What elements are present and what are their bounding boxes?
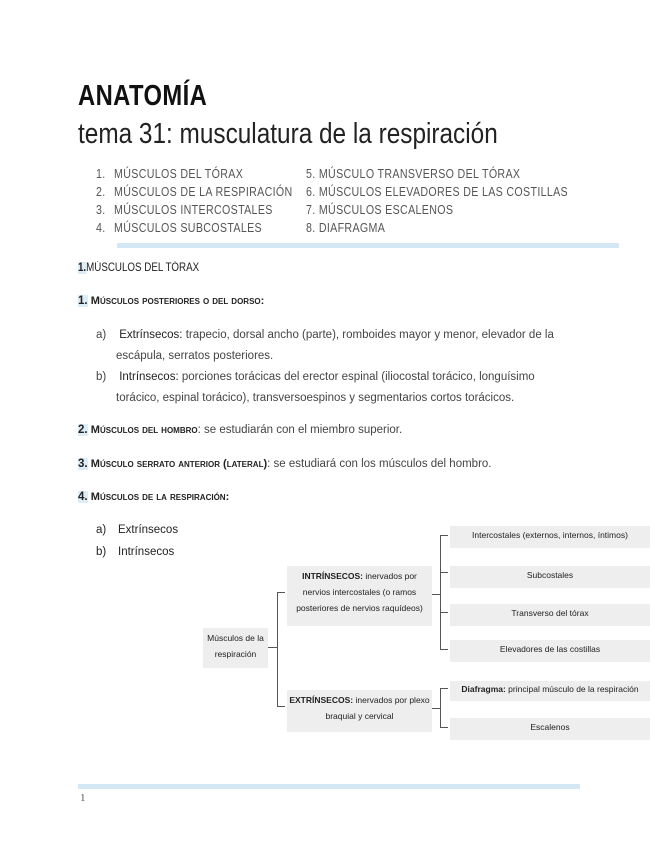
diagram-leaf-node: Elevadores de las costillas	[450, 640, 650, 662]
toc-right-column	[306, 166, 568, 238]
subsection-paragraph: 3. Músculo serrato anterior (lateral): se estudiará con los músculos del hombro.	[78, 458, 492, 470]
toc-item: 6. MÚSCULOS ELEVADORES DE LAS COSTILLAS	[306, 184, 569, 199]
bracket-line	[440, 535, 448, 536]
list-item: a) Extrínsecos	[96, 524, 179, 536]
toc-item: 1. MÚSCULOS DEL TÓRAX	[96, 166, 244, 181]
document-subtitle: tema 31: musculatura de la respiración	[78, 118, 498, 150]
bracket-line	[432, 594, 440, 595]
bracket-line	[440, 727, 448, 728]
header-divider	[117, 243, 619, 248]
list-item: b) Intrínsecos	[96, 546, 175, 558]
toc-left-column	[96, 166, 293, 238]
document-title: ANATOMÍA	[78, 80, 208, 112]
diagram-leaf-node: Subcostales	[450, 566, 650, 588]
bracket-line	[440, 688, 448, 689]
toc-item: 5. MÚSCULO TRANSVERSO DEL TÓRAX	[306, 166, 521, 181]
diagram-leaf-node: Diafragma: principal músculo de la respiración	[450, 681, 650, 701]
toc-item: 8. DIAFRAGMA	[306, 220, 386, 235]
bracket-line	[268, 647, 277, 648]
footer-divider	[78, 784, 580, 789]
bracket-line	[432, 708, 440, 709]
bracket-line	[440, 535, 441, 650]
diagram-root-node: Músculos de la respiración	[203, 628, 268, 668]
diagram-leaf-node: Intercostales (externos, internos, íntimos)	[450, 526, 650, 548]
toc-item: 4. MÚSCULOS SUBCOSTALES	[96, 220, 262, 235]
list-item: a) Extrínsecos: trapecio, dorsal ancho (parte), romboides mayor y menor, elevador de la escápula, serratos posteriores.	[96, 329, 554, 362]
bracket-line	[440, 572, 448, 573]
bracket-line	[277, 592, 278, 707]
page-number: 1	[80, 792, 86, 804]
bracket-line	[277, 706, 285, 707]
toc-item: 2. MÚSCULOS DE LA RESPIRACIÓN	[96, 184, 293, 199]
subsection-paragraph: 2. Músculos del hombro: se estudiarán con el miembro superior.	[78, 424, 403, 436]
list-item: b) Intrínsecos: porciones torácicas del erector espinal (iliocostal torácico, longuísimo torácico, espinal torácico), transversoespinos y segmentarios cortos torácicos.	[96, 371, 535, 404]
diagram-extrinsecos-node: EXTRÍNSECOS: inervados por plexo braquial y cervical	[287, 690, 432, 732]
diagram-leaf-node: Transverso del tórax	[450, 604, 650, 626]
diagram-intrinsecos-node: INTRÍNSECOS: inervados por nervios intercostales (o ramos posteriores de nervios raquídeos)	[287, 566, 432, 626]
bracket-line	[440, 612, 448, 613]
bracket-line	[277, 592, 285, 593]
subsection-heading: 4. Músculos de la respiración:	[78, 491, 230, 503]
bracket-line	[440, 688, 441, 728]
bracket-line	[440, 649, 448, 650]
diagram-leaf-node: Escalenos	[450, 718, 650, 740]
toc-item: 7. MÚSCULOS ESCALENOS	[306, 202, 454, 217]
toc-item: 3. MÚSCULOS INTERCOSTALES	[96, 202, 273, 217]
section-heading: 1.MÚSCULOS DEL TÓRAX	[78, 262, 200, 274]
subsection-heading: 1. Músculos posteriores o del dorso:	[78, 295, 265, 307]
